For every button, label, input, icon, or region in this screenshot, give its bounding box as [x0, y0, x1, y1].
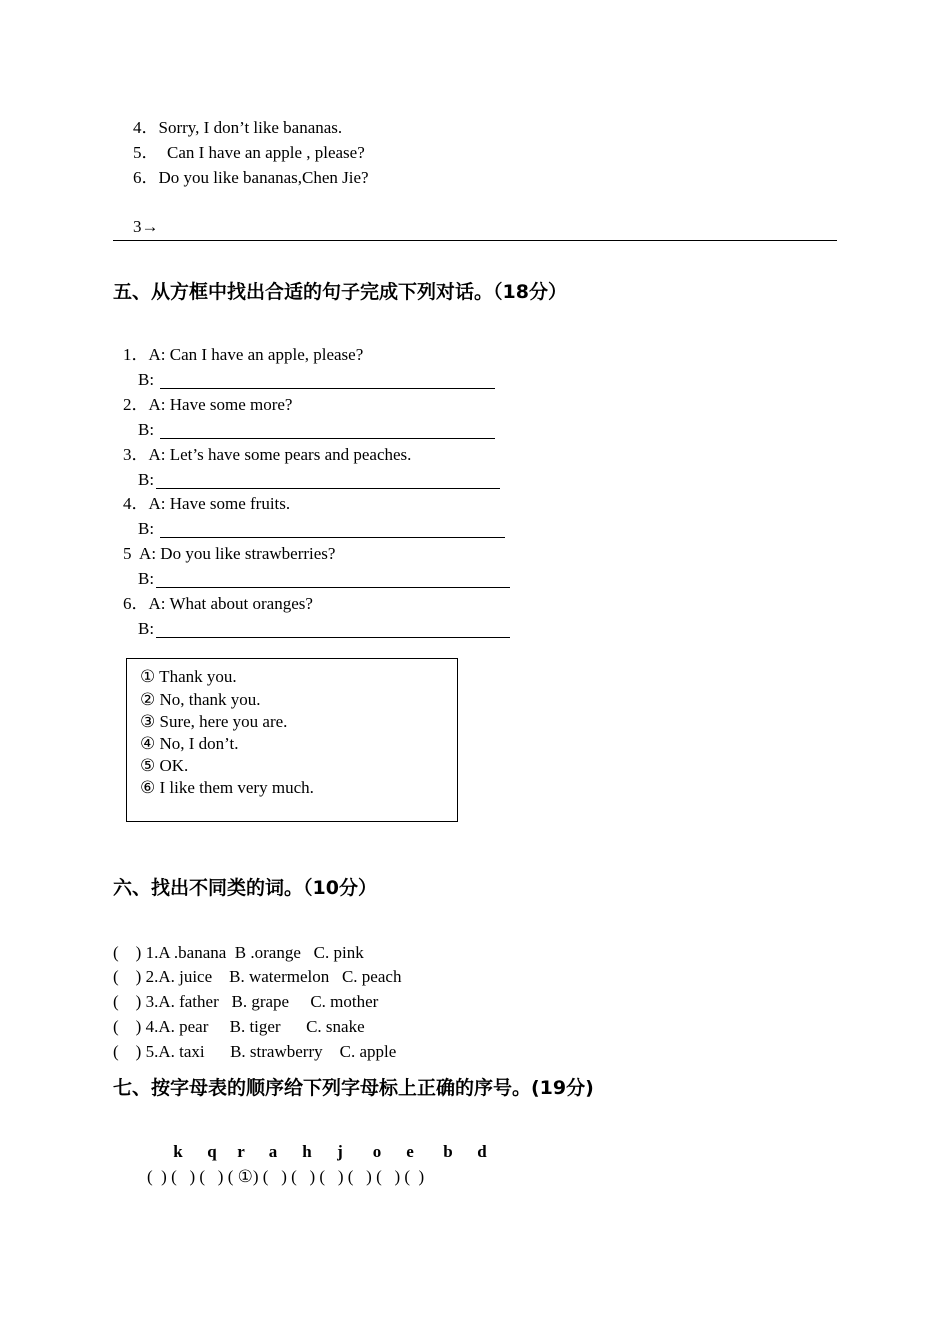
section6-item-3: ( ) 3.A. father B. grape C. mother [113, 992, 379, 1011]
letter-a: a [268, 1142, 278, 1161]
section4-answer-line [113, 240, 837, 241]
section5-answer-blank-5[interactable] [156, 587, 510, 588]
option-6: ⑥ I like them very much. [140, 778, 314, 797]
section5-b1-label: B: [138, 370, 155, 389]
section5-answer-blank-1[interactable] [160, 388, 495, 389]
letter-b: b [443, 1142, 453, 1161]
letter-e: e [406, 1142, 414, 1161]
option-5: ⑤ OK. [140, 756, 189, 775]
option-3: ③ Sure, here you are. [140, 712, 288, 731]
letter-q: q [207, 1142, 217, 1161]
section5-q3: 3．A: Let’s have some pears and peaches. [123, 445, 412, 464]
section6-item-1: ( ) 1.A .banana B .orange C. pink [113, 943, 364, 962]
section4-item-4: 4．Sorry, I don’t like bananas. [133, 118, 343, 137]
section5-b3-label: B: [138, 470, 155, 489]
section5-q6: 6．A: What about oranges? [123, 594, 313, 613]
letter-o: o [372, 1142, 382, 1161]
section6-item-5: ( ) 5.A. taxi B. strawberry C. apple [113, 1042, 397, 1061]
letter-k: k [173, 1142, 183, 1161]
letter-d: d [477, 1142, 487, 1161]
letter-h: h [302, 1142, 312, 1161]
section5-answer-blank-2[interactable] [160, 438, 495, 439]
section5-q2: 2．A: Have some more? [123, 395, 293, 414]
section5-q5: 5 A: Do you like strawberries? [123, 544, 336, 563]
section4-item-6: 6．Do you like bananas,Chen Jie? [133, 168, 369, 187]
section5-b6-label: B: [138, 619, 155, 638]
section5-q1: 1．A: Can I have an apple, please? [123, 345, 364, 364]
section6-title: 六、找出不同类的词。（10分） [113, 877, 377, 899]
section6-item-4: ( ) 4.A. pear B. tiger C. snake [113, 1017, 365, 1036]
section5-b4-label: B: [138, 519, 155, 538]
section4-item-5: 5． Can I have an apple , please? [133, 143, 365, 162]
section4-answer-label: 3→ [133, 217, 159, 236]
section7-title: 七、按字母表的顺序给下列字母标上正确的序号。(19分) [113, 1077, 594, 1099]
section5-b2-label: B: [138, 420, 155, 439]
section5-answer-blank-6[interactable] [156, 637, 510, 638]
option-4: ④ No, I don’t. [140, 734, 239, 753]
answer-parentheses-row[interactable]: ( ) ( ) ( ) ( ①) ( ) ( ) ( ) ( ) ( ) ( ) [147, 1167, 425, 1186]
section6-item-2: ( ) 2.A. juice B. watermelon C. peach [113, 967, 402, 986]
section5-b5-label: B: [138, 569, 155, 588]
option-2: ② No, thank you. [140, 690, 261, 709]
section5-title: 五、从方框中找出合适的句子完成下列对话。（18分） [113, 281, 567, 303]
option-1: ① Thank you. [140, 667, 237, 686]
section5-answer-blank-3[interactable] [156, 488, 500, 489]
letter-j: j [337, 1142, 343, 1161]
letter-r: r [237, 1142, 245, 1161]
section5-answer-blank-4[interactable] [160, 537, 505, 538]
section5-q4: 4．A: Have some fruits. [123, 494, 291, 513]
